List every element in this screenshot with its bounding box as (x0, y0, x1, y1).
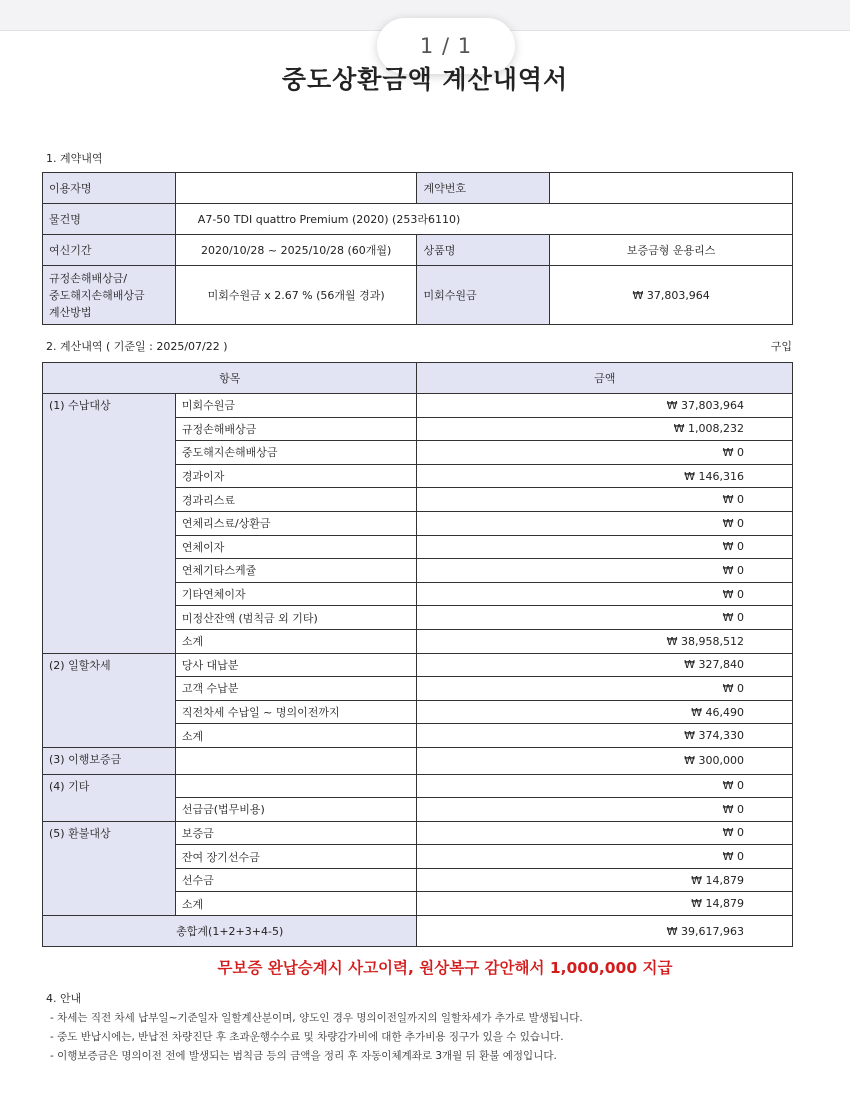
contract-no-label: 계약번호 (417, 173, 550, 204)
row-label: 보증금 (175, 821, 417, 845)
row-amount: ₩ 46,490 (417, 700, 793, 724)
product-label: 상품명 (417, 235, 550, 266)
row-amount: ₩ 0 (417, 511, 793, 535)
row-label: 직전차세 수납일 ~ 명의이전까지 (175, 700, 417, 724)
row-amount: ₩ 0 (417, 606, 793, 630)
product-value: 보증금형 운용리스 (550, 235, 793, 266)
row-amount: ₩ 0 (417, 845, 793, 869)
table-row (43, 821, 793, 845)
user-name-value (175, 173, 417, 204)
row-amount: ₩ 0 (417, 798, 793, 822)
row-label: 소계 (175, 724, 417, 748)
row-label: 규정손해배상금 (175, 417, 417, 441)
header-item: 항목 (43, 363, 417, 394)
contract-info-table (42, 172, 793, 325)
category-label: (3) 이행보증금 (43, 747, 176, 774)
row-label: 미회수원금 (175, 394, 417, 418)
row-label (175, 747, 417, 774)
row-amount: ₩ 38,958,512 (417, 629, 793, 653)
row-label: 선수금 (175, 868, 417, 892)
total-label: 총합계(1+2+3+4-5) (43, 916, 417, 947)
row-amount: ₩ 37,803,964 (417, 394, 793, 418)
row-label: 경과이자 (175, 464, 417, 488)
row-amount: ₩ 0 (417, 559, 793, 583)
section-contract-heading: 1. 계약내역 (46, 152, 103, 165)
section-calc-heading: 2. 계산내역 ( 기준일 : 2025/07/22 ) (46, 340, 228, 353)
category-label: (5) 환불대상 (43, 821, 176, 915)
table-row (43, 747, 793, 774)
table-row (43, 394, 793, 418)
method-label-line: 중도해지손해배상금 (49, 288, 145, 302)
row-amount: ₩ 0 (417, 821, 793, 845)
row-label: 기타연체이자 (175, 582, 417, 606)
contract-no-value (550, 173, 793, 204)
method-label-line: 규정손해배상금/ (49, 271, 128, 285)
row-label: 연체이자 (175, 535, 417, 559)
row-label: 미정산잔액 (범칙금 외 기타) (175, 606, 417, 630)
table-row (43, 774, 793, 798)
guide-line: - 이행보증금은 명의이전 전에 발생되는 범칙금 등의 금액을 정리 후 자동이체계좌로 3개월 뒤 환불 예정입니다. (50, 1050, 557, 1062)
row-amount: ₩ 0 (417, 774, 793, 798)
row-amount: ₩ 374,330 (417, 724, 793, 748)
section-guide-heading: 4. 안내 (46, 992, 82, 1005)
row-amount: ₩ 0 (417, 582, 793, 606)
method-label (43, 266, 176, 325)
row-label: 당사 대납분 (175, 653, 417, 677)
row-label: 연체리스료/상환금 (175, 511, 417, 535)
row-amount: ₩ 300,000 (417, 747, 793, 774)
row-label (175, 774, 417, 798)
user-name-label: 이용자명 (43, 173, 176, 204)
row-amount: ₩ 14,879 (417, 868, 793, 892)
row-label: 경과리스료 (175, 488, 417, 512)
row-amount: ₩ 327,840 (417, 653, 793, 677)
total-amount: ₩ 39,617,963 (417, 916, 793, 947)
unrecovered-label: 미회수원금 (417, 266, 550, 325)
method-label-line: 계산방법 (49, 305, 92, 319)
row-amount: ₩ 14,879 (417, 892, 793, 916)
row-label: 소계 (175, 892, 417, 916)
row-amount: ₩ 0 (417, 488, 793, 512)
row-amount: ₩ 0 (417, 677, 793, 701)
page-indicator: 1 / 1 (377, 18, 515, 74)
row-label: 소계 (175, 629, 417, 653)
row-amount: ₩ 0 (417, 441, 793, 465)
document-title: 중도상환금액 계산내역서 (281, 65, 569, 94)
row-amount: ₩ 0 (417, 535, 793, 559)
row-label: 고객 수납분 (175, 677, 417, 701)
unrecovered-value: ₩ 37,803,964 (550, 266, 793, 325)
row-label: 연체기타스케쥴 (175, 559, 417, 583)
unit-label: 구입 (770, 340, 792, 353)
guide-line: - 중도 반납시에는, 반납전 차량진단 후 초과운행수수료 및 차량감가비에 대한 추가비용 징구가 있을 수 있습니다. (50, 1031, 564, 1043)
row-amount: ₩ 1,008,232 (417, 417, 793, 441)
row-label: 중도해지손해배상금 (175, 441, 417, 465)
guide-line: - 차세는 직전 차세 납부일~기준일자 일할계산분이며, 양도인 경우 명의이전일까지의 일할차세가 추가로 발생됩니다. (50, 1012, 583, 1024)
row-label: 잔여 장기선수금 (175, 845, 417, 869)
item-label: 물건명 (43, 204, 176, 235)
table-row (43, 653, 793, 677)
category-label: (4) 기타 (43, 774, 176, 821)
category-label: (1) 수납대상 (43, 394, 176, 654)
item-value: A7-50 TDI quattro Premium (2020) (253라6110) (175, 204, 792, 235)
category-label: (2) 일할차세 (43, 653, 176, 747)
calculation-table (42, 362, 793, 947)
row-label: 선급금(법무비용) (175, 798, 417, 822)
red-annotation: 무보증 완납승계시 사고이력, 원상복구 감안해서 1,000,000 지급 (217, 959, 673, 977)
header-amount: 금액 (417, 363, 793, 394)
total-row (43, 916, 793, 947)
method-value: 미회수원금 x 2.67 % (56개월 경과) (175, 266, 417, 325)
row-amount: ₩ 146,316 (417, 464, 793, 488)
period-label: 여신기간 (43, 235, 176, 266)
period-value: 2020/10/28 ~ 2025/10/28 (60개월) (175, 235, 417, 266)
